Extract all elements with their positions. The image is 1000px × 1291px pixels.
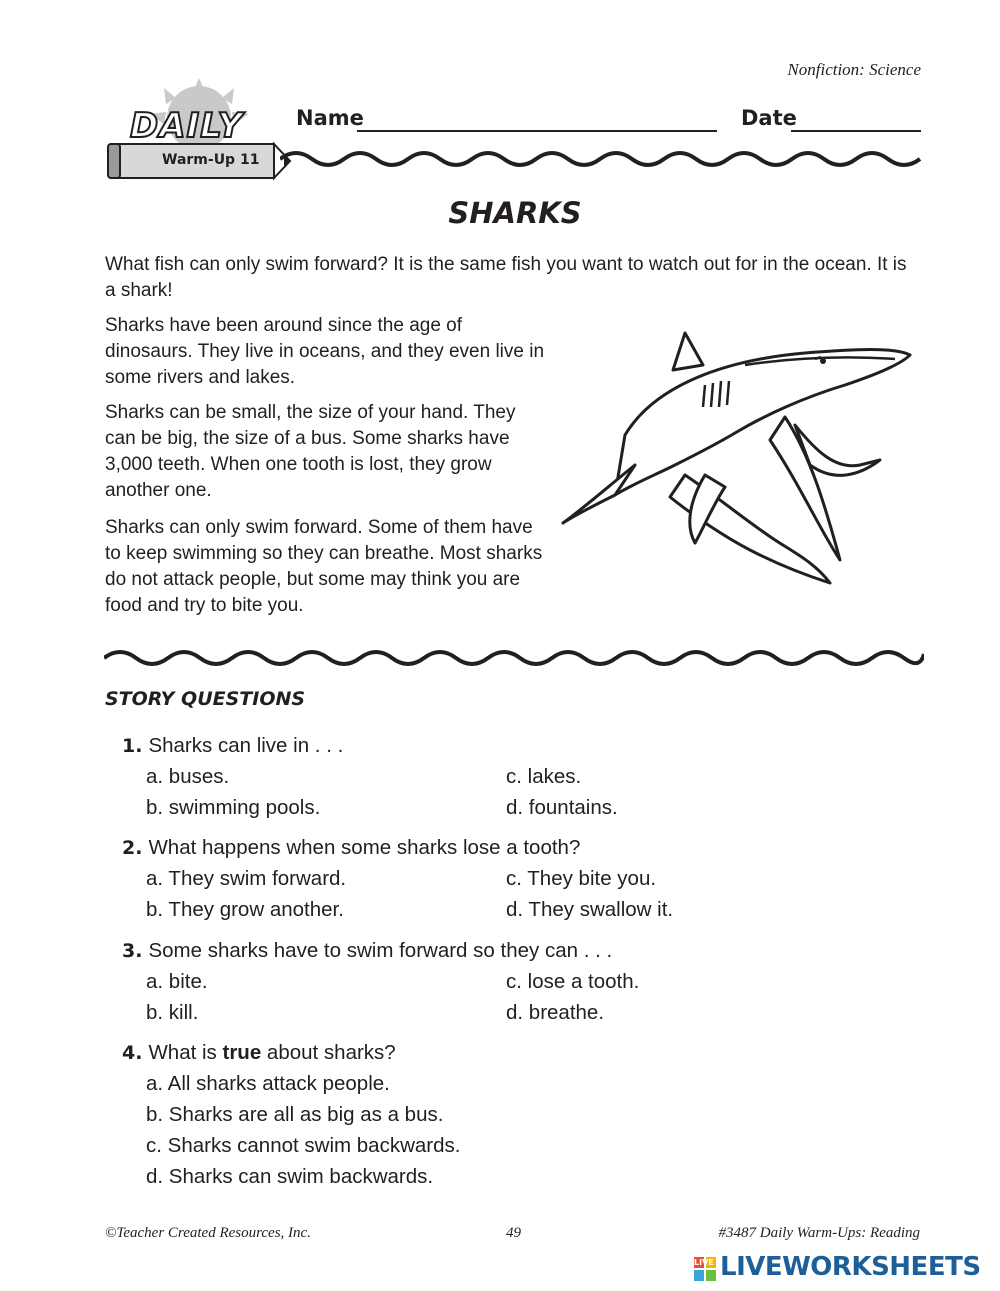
q3-option-d[interactable]: d. breathe. <box>506 1001 605 1024</box>
page-title: SHARKS <box>448 196 582 230</box>
badge-title: DAILY <box>130 106 244 146</box>
shark-illustration <box>555 325 920 590</box>
question-3: 3. Some sharks have to swim forward so they can . . . <box>122 939 613 962</box>
questions-heading: STORY QUESTIONS <box>105 688 306 710</box>
q1-option-c[interactable]: c. lakes. <box>506 765 582 788</box>
paragraph-1: Sharks have been around since the age of dinosaurs. They live in oceans, and they even live in some rivers and lakes. <box>105 315 545 388</box>
liveworksheets-brand[interactable]: LIVEWORKSHEETS <box>720 1252 981 1282</box>
q4-option-c[interactable]: c. Sharks cannot swim backwards. <box>146 1134 461 1157</box>
q4-option-d[interactable]: d. Sharks can swim backwards. <box>146 1165 434 1188</box>
logo-letters: LIVE <box>694 1258 714 1267</box>
q2-option-c[interactable]: c. They bite you. <box>506 867 657 890</box>
liveworksheets-logo-icon <box>694 1257 716 1281</box>
q1-option-a[interactable]: a. buses. <box>146 765 230 788</box>
paragraph-2: Sharks can be small, the size of your hand. They can be big, the size of a bus. Some sharks have 3,000 teeth. When one tooth is lost, they grow another one. <box>105 402 516 501</box>
q3-option-b[interactable]: b. kill. <box>146 1001 199 1024</box>
q4-option-b[interactable]: b. Sharks are all as big as a bus. <box>146 1103 444 1126</box>
q2-option-b[interactable]: b. They grow another. <box>146 898 344 921</box>
daily-warmup-badge <box>104 78 294 188</box>
paragraph-3: Sharks can only swim forward. Some of them have to keep swimming so they can breathe. Most sharks do not attack people, but some may think you are food and try to bite you. <box>105 517 543 616</box>
q1-option-d[interactable]: d. fountains. <box>506 796 618 819</box>
q1-option-b[interactable]: b. swimming pools. <box>146 796 321 819</box>
copyright: ©Teacher Created Resources, Inc. <box>105 1225 311 1241</box>
badge-subtitle: Warm-Up 11 <box>162 152 260 168</box>
date-field[interactable] <box>791 104 921 132</box>
q2-option-a[interactable]: a. They swim forward. <box>146 867 347 890</box>
intro-paragraph: What fish can only swim forward? It is the same fish you want to watch out for in the ocean. It is a shark! <box>105 254 907 301</box>
category-label: Nonfiction: Science <box>787 60 921 79</box>
q3-option-a[interactable]: a. bite. <box>146 970 208 993</box>
question-1: 1. Sharks can live in . . . <box>122 734 344 757</box>
name-field[interactable] <box>357 104 717 132</box>
question-4: 4. What is true about sharks? <box>122 1041 396 1064</box>
q2-option-d[interactable]: d. They swallow it. <box>506 898 674 921</box>
wavy-divider-middle <box>104 645 924 671</box>
name-label: Name <box>296 106 364 130</box>
wavy-divider-top <box>280 146 925 172</box>
book-reference: #3487 Daily Warm-Ups: Reading <box>718 1225 920 1241</box>
date-label: Date <box>741 106 797 130</box>
q4-option-a[interactable]: a. All sharks attack people. <box>146 1072 390 1095</box>
q3-option-c[interactable]: c. lose a tooth. <box>506 970 640 993</box>
question-2: 2. What happens when some sharks lose a tooth? <box>122 836 581 859</box>
page-number: 49 <box>506 1225 521 1241</box>
